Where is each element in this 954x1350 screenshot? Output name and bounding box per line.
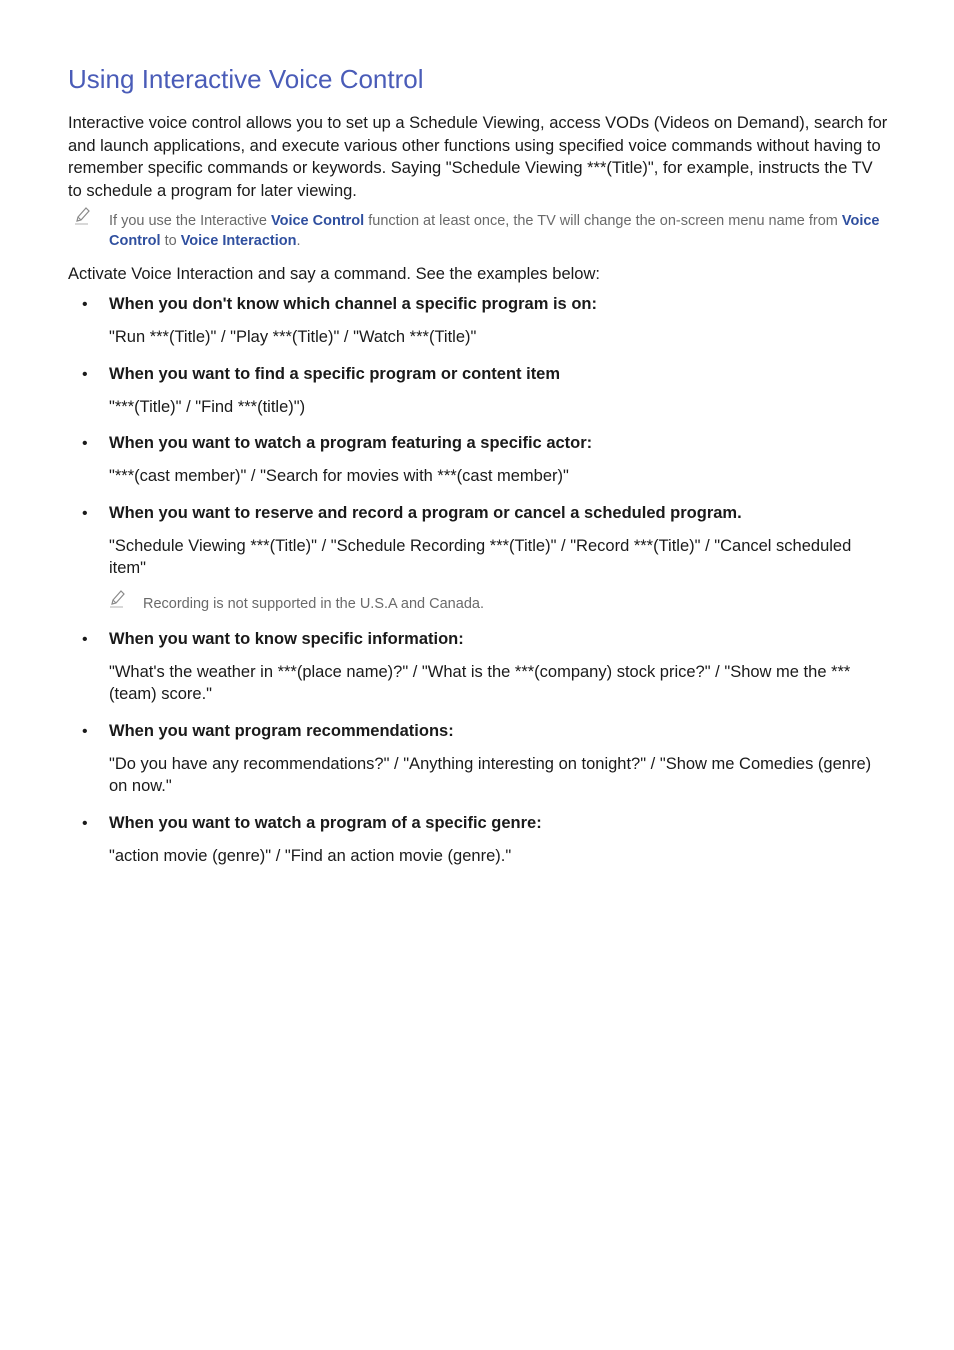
case-title: When you want to know specific information: <box>109 629 464 648</box>
note-highlight-voice-interaction: Voice Interaction <box>180 233 297 249</box>
note-highlight-voice-control: Voice Control <box>271 213 365 229</box>
list-item <box>68 628 888 706</box>
case-title: When you want program recommendations: <box>109 721 454 740</box>
voice-control-note <box>68 211 888 251</box>
case-example: "action movie (genre)" / "Find an action movie (genre)." <box>109 846 512 865</box>
bullet-icon: • <box>82 722 88 740</box>
pencil-note-icon <box>109 588 127 608</box>
list-item <box>68 812 888 868</box>
bullet-icon: • <box>82 630 88 648</box>
bullet-icon: • <box>82 296 88 313</box>
recording-note <box>109 594 888 614</box>
intro-paragraph: Interactive voice control allows you to set up a Schedule Viewing, access VODs (Videos on Demand), search for and launch applications, and execute various other functions using specified voice commands without having to remember specific commands or keywords. Saying "Schedule Viewing ***(Title)", for example, instructs the TV to schedule a program for later viewing. <box>68 114 888 200</box>
bullet-icon: • <box>82 435 88 452</box>
case-title: When you want to find a specific program or content item <box>109 364 561 383</box>
case-example: "Run ***(Title)" / "Play ***(Title)" / "Watch ***(Title)" <box>109 328 477 346</box>
recording-note-text: Recording is not supported in the U.S.A and Canada. <box>143 595 484 612</box>
list-item <box>68 432 888 488</box>
note-text-1: If you use the Interactive <box>109 213 272 229</box>
bullet-icon: • <box>82 504 88 522</box>
bullet-icon: • <box>82 365 88 383</box>
examples-intro: Activate Voice Interaction and say a command. See the examples below: <box>68 265 600 283</box>
note-text-4: . <box>296 233 301 249</box>
pencil-note-icon <box>74 205 92 225</box>
case-example: "Schedule Viewing ***(Title)" / "Schedule Recording ***(Title)" / "Record ***(Title)" / "Cancel scheduled item" <box>109 536 852 577</box>
case-example: "***(Title)" / "Find ***(title)") <box>109 397 306 416</box>
case-title: When you want to watch a program of a specific genre: <box>109 813 542 832</box>
note-highlight-voice-control-2: Voice Control <box>109 213 880 249</box>
note-text-3: to <box>160 233 181 249</box>
case-title: When you want to reserve and record a program or cancel a scheduled program. <box>109 503 742 522</box>
list-item <box>68 502 888 614</box>
case-title: When you want to watch a program featuring a specific actor: <box>109 434 593 452</box>
list-item <box>68 363 888 419</box>
manual-page <box>68 60 888 881</box>
note-text-2: function at least once, the TV will change the on-screen menu name from <box>364 213 842 229</box>
case-title: When you don't know which channel a specific program is on: <box>109 295 597 313</box>
list-item <box>68 293 888 349</box>
command-examples-list <box>68 293 888 867</box>
bullet-icon: • <box>82 814 88 832</box>
case-example: "What's the weather in ***(place name)?" / "What is the ***(company) stock price?" / "Show me the ***(team) score." <box>109 662 851 703</box>
page-title: Using Interactive Voice Control <box>68 64 424 94</box>
case-example: "***(cast member)" / "Search for movies with ***(cast member)" <box>109 467 569 485</box>
list-item <box>68 720 888 798</box>
case-example: "Do you have any recommendations?" / "Anything interesting on tonight?" / "Show me Comedies (genre) on now." <box>109 754 872 795</box>
